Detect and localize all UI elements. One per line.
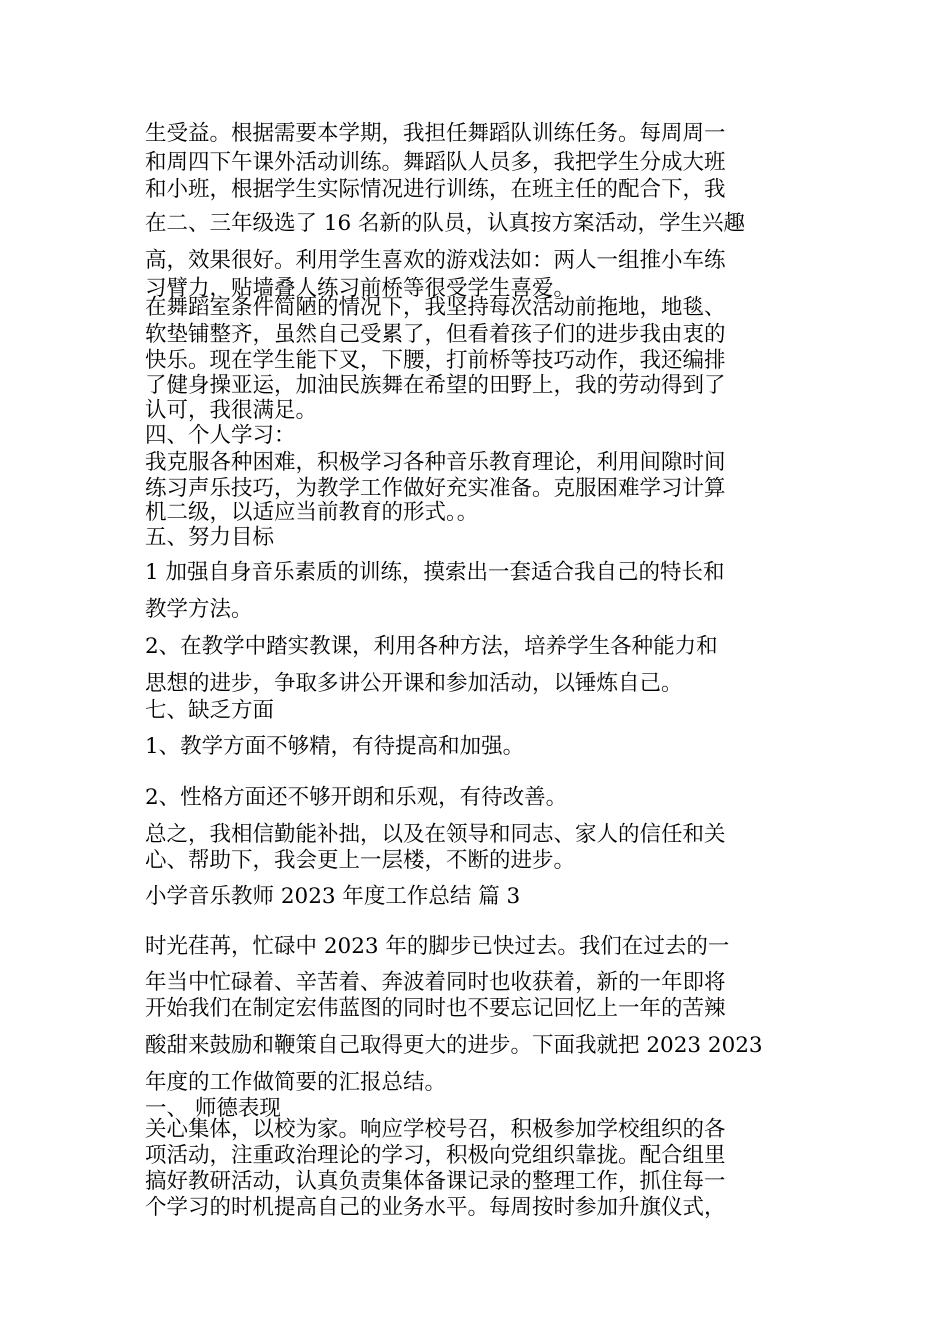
text-line: 习臂力，贴墙叠人练习前桥等很受学生喜爱。 (145, 276, 576, 301)
text-line: 五、努力目标 (145, 525, 275, 550)
text-line: 教学方法。 (145, 597, 253, 622)
text-line: 1、教学方面不够精，有待提高和加强。 (145, 734, 525, 759)
text-line: 个学习的时机提高自己的业务水平。每周按时参加升旗仪式， (145, 1195, 726, 1220)
section-heading: 小学音乐教师 2023 年度工作总结 篇 3 (145, 884, 521, 909)
text-line: 年当中忙碌着、辛苦着、奔波着同时也收获着，新的一年即将 (145, 970, 726, 995)
text-line: 思想的进步，争取多讲公开课和参加活动，以锤炼自己。 (145, 671, 683, 696)
text-line: 2、性格方面还不够开朗和乐观，有待改善。 (145, 785, 568, 810)
text-line: 七、缺乏方面 (145, 698, 275, 723)
text-line: 心、帮助下，我会更上一层楼，不断的进步。 (145, 848, 576, 873)
text-line: 时光荏苒，忙碌中 2023 年的脚步已快过去。我们在过去的一 (145, 934, 730, 959)
text-line: 在二、三年级选了 16 名新的队员，认真按方案活动，学生兴趣 (145, 211, 746, 236)
text-line: 关心集体，以校为家。响应学校号召，积极参加学校组织的各 (145, 1117, 726, 1142)
text-line: 四、个人学习： (145, 423, 296, 448)
text-line: 软垫铺整齐，虽然自己受累了，但看着孩子们的进步我由衷的 (145, 322, 726, 347)
text-line: 2、在教学中踏实教课，利用各种方法，培养学生各种能力和 (145, 634, 718, 659)
text-line: 项活动，注重政治理论的学习，积极向党组织靠拢。配合组里 (145, 1143, 726, 1168)
text-line: 练习声乐技巧，为教学工作做好充实准备。克服困难学习计算 (145, 476, 726, 501)
text-line: 我克服各种困难，积极学习各种音乐教育理论，利用间隙时间 (145, 450, 726, 475)
text-line: 了健身操亚运，加油民族舞在希望的田野上，我的劳动得到了 (145, 373, 726, 398)
text-line: 高，效果很好。利用学生喜欢的游戏法如：两人一组推小车练 (145, 248, 726, 273)
text-line: 和小班，根据学生实际情况进行训练，在班主任的配合下，我 (145, 177, 726, 202)
text-line: 年度的工作做简要的汇报总结。 (145, 1070, 447, 1095)
text-line: 和周四下午课外活动训练。舞蹈队人员多，我把学生分成大班 (145, 150, 726, 175)
text-line: 开始我们在制定宏伟蓝图的同时也不要忘记回忆上一年的苦辣 (145, 996, 726, 1021)
text-line: 1 加强自身音乐素质的训练，摸索出一套适合我自己的特长和 (145, 560, 725, 585)
text-line: 总之，我相信勤能补拙，以及在领导和同志、家人的信任和关 (145, 822, 726, 847)
text-line: 一、 师德表现 (145, 1096, 281, 1121)
text-line: 快乐。现在学生能下叉，下腰，打前桥等技巧动作，我还编排 (145, 348, 726, 373)
text-line: 搞好教研活动，认真负责集体备课记录的整理工作，抓住每一 (145, 1169, 726, 1194)
text-line: 认可，我很满足。 (145, 398, 318, 423)
text-line: 机二级，以适应当前教育的形式。。 (145, 500, 479, 525)
text-line: 生受益。根据需要本学期，我担任舞蹈队训练任务。每周周一 (145, 121, 726, 146)
text-line: 酸甜来鼓励和鞭策自己取得更大的进步。下面我就把 2023 2023 (145, 1033, 763, 1058)
text-line: 在舞蹈室条件简陋的情况下，我坚持每次活动前拖地，地毯、 (145, 295, 726, 320)
